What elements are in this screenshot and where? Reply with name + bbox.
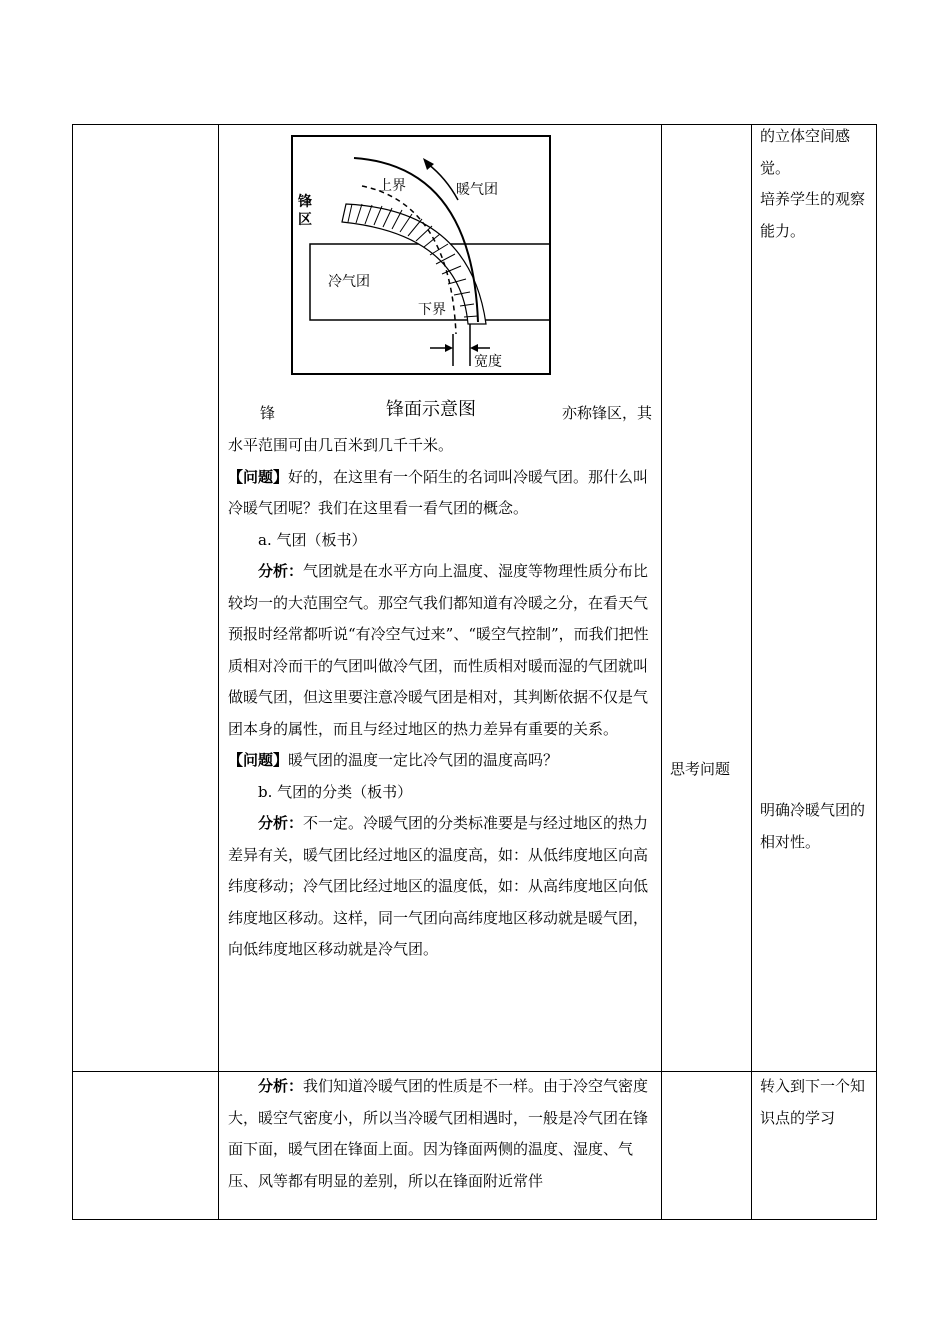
row2-content-cell	[228, 1071, 654, 1197]
table-border-right	[876, 124, 877, 1220]
column-divider-2	[661, 124, 662, 1220]
analysis-3-text: 我们知道冷暖气团的性质是不一样。由于冷空气密度大，暖空气密度小，所以当冷暖气团相遇时，一般是冷气团在锋面下面，暖气团在锋面上面。因为锋面两侧的温度、湿度、气压、风等都有明显的差别，所以在锋面附近常伴	[228, 1077, 649, 1190]
analysis-2-text: 不一定。冷暖气团的分类标准要是与经过地区的热力差异有关，暖气团比经过地区的温度高，如：从低纬度地区向高纬度移动；冷气团比经过地区的温度低，如：从高纬度地区向低纬度地区移动。这样，同一气团向高纬度地区移动就是暖气团，向低纬度地区移动就是冷气团。	[228, 814, 649, 958]
label-cold-air: 冷气团	[328, 274, 370, 290]
row1-intent-mid	[760, 795, 872, 858]
heading-b: b. 气团的分类（板书）	[258, 782, 413, 801]
diagram-title: 锋面示意图	[386, 399, 476, 420]
analysis-1-tag: 分析：	[258, 562, 304, 580]
intent-observation: 培养学生的观察能力。	[760, 190, 866, 240]
analysis-3-tag: 分析：	[258, 1077, 304, 1095]
caption-right: 亦称锋区，其	[562, 404, 653, 422]
row2-intent-cell	[760, 1071, 872, 1134]
heading-a: a. 气团（板书）	[258, 530, 367, 549]
table-border-top	[72, 124, 877, 125]
label-frontal-zone-2: 区	[298, 212, 312, 228]
question-2	[228, 745, 654, 777]
range-line: 水平范围可由几百米到几千千米。	[228, 436, 454, 454]
analysis-2	[228, 808, 654, 966]
analysis-1-text: 气团就是在水平方向上温度、湿度等物理性质分布比较均一的大范围空气。那空气我们都知道有冷暖之分，在看天气预报时经常都听说“有冷空气过来”、“暖空气控制”，而我们把性质相对冷而干的气团叫做冷气团，而性质相对暖而湿的气团就叫做暖气团，但这里要注意冷暖气团是相对，其判断依据不仅是气团本身的属性，而且与经过地区的热力差异有重要的关系。	[228, 562, 649, 738]
label-lower-boundary: 下界	[418, 302, 446, 318]
intent-next: 转入到下一个知识点的学习	[760, 1077, 866, 1127]
analysis-2-tag: 分析：	[258, 814, 304, 832]
student-activity: 思考问题	[670, 760, 731, 778]
analysis-3	[228, 1071, 654, 1197]
table-border-bottom	[72, 1219, 877, 1220]
label-frontal-zone-1: 锋	[298, 194, 312, 210]
row1-student-cell	[670, 754, 746, 786]
front-diagram	[290, 134, 630, 420]
question-2-text: 暖气团的温度一定比冷气团的温度高吗？	[288, 751, 559, 769]
label-warm-air: 暖气团	[456, 182, 498, 198]
column-divider-1	[218, 124, 219, 1220]
question-1	[228, 462, 654, 525]
row1-content-cell	[228, 134, 654, 966]
analysis-1	[228, 556, 654, 745]
caption-left: 锋	[260, 404, 276, 422]
column-divider-3	[751, 124, 752, 1220]
label-width: 宽度	[474, 354, 502, 370]
lesson-table	[72, 124, 877, 1220]
intent-relativity: 明确冷暖气团的相对性。	[760, 801, 866, 851]
question-2-tag: 【问题】	[228, 751, 289, 769]
label-upper-boundary: 上界	[378, 178, 406, 194]
question-1-tag: 【问题】	[228, 467, 289, 486]
question-1-text: 好的，在这里有一个陌生的名词叫冷暖气团。那什么叫冷暖气团呢？我们在这里看一看气团的概念。	[228, 467, 649, 517]
row1-intent-top	[760, 121, 872, 247]
table-border-left	[72, 124, 73, 1220]
intent-spatial: 的立体空间感觉。	[760, 127, 851, 177]
